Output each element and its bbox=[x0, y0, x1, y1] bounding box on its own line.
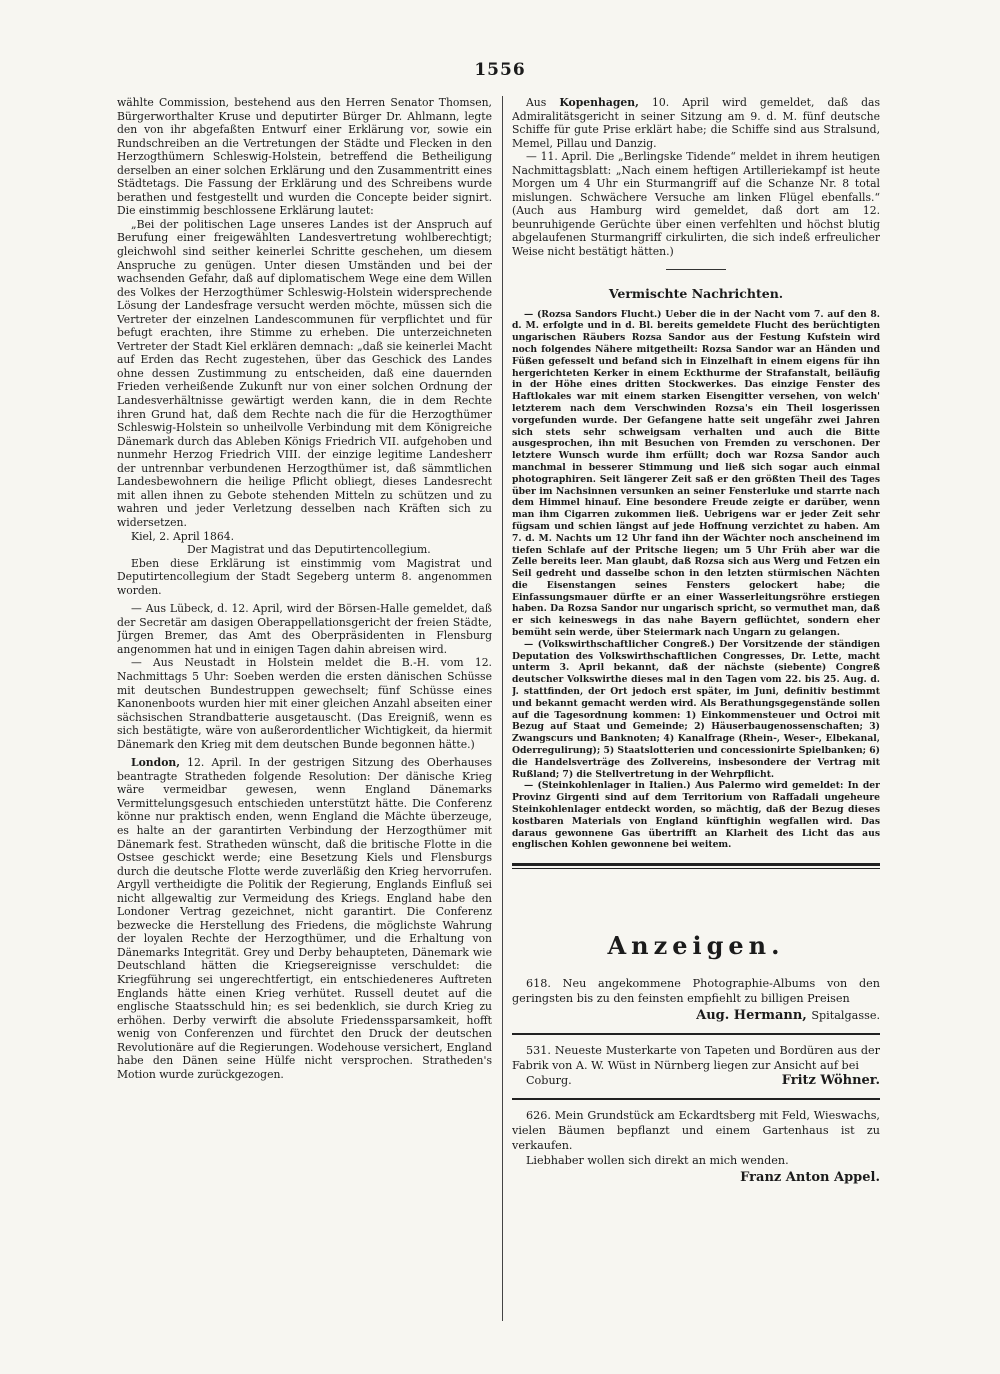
section-title: Vermischte Nachrichten. bbox=[608, 285, 784, 301]
kopenhagen-place: Kopenhagen, bbox=[559, 96, 639, 109]
ad-signer-name: Fritz Wöhner. bbox=[781, 1073, 880, 1089]
ad-618 bbox=[512, 976, 880, 1023]
rozsa-paragraph: — (Rozsa Sandors Flucht.) Ueber die in der Nacht vom 7. auf den 8. d. M. erfolgte und in d. Bl. bereits gemeldete Flucht des berüchtigten ungarischen Räubers Rozsa Sandor aus der Festung Kufstein wird noch folgendes Nähere mitgetheilt: Rozsa Sandor war an Händen und Füßen gefesselt und befand sich in Einzelhaft in einem eigens für ihn hergerichteten Kerker in einem Eckthurme der Strafanstalt, beiläufig in der Höhe eines dritten Stockwerkes. Das einzige Fenster des Haftlokales war mit einem starken Eisengitter versehen, von welch' letzterem nach dem Verschwinden Rozsa's ein Theil losgerissen vorgefunden wurde. Der Gefangene hatte seit ungefähr zwei Jahren sich stets sehr schweigsam verhalten und auch die Bitte ausgesprochen, ihn mit Besuchen von Fremden zu verschonen. Der letztere Wunsch wurde ihm erfüllt; doch war Rozsa Sandor auch manchmal in besserer Stimmung und ließ sich sogar auch einmal photographiren. Seit längerer Zeit saß er den größten Theil des Tages über im Nachsinnen versunken an seiner Fensterluke und starrte nach dem Himmel hinauf. Eine besondere Freude zeigte er darüber, wenn man ihm Cigarren zukommen ließ. Uebrigens war er jeder Zeit sehr fügsam und schien längst auf jede Hoffnung verzichtet zu haben. Am 7. d. M. Nachts um 12 Uhr fand ihn der Wächter noch anscheinend im tiefen Schlafe auf der Pritsche liegen; um 5 Uhr Früh aber war die Zelle bereits leer. Man glaubt, daß Rozsa sich aus Werg und Fetzen ein Seil gedreht und dasselbe schon in den letzten stürmischen Nächten die Eisenstangen seines Fensters gelockert habe; die Einfassungsmauer dürfte er an einer Wasserleitungsröhre erstiegen haben. Da Rozsa Sandor nur ungarisch spricht, so vermuthet man, daß er sich keineswegs in das nahe Bayern geflüchtet, sondern eher bemüht sein werde, über Steiermark nach Ungarn zu gelangen. bbox=[512, 308, 880, 639]
congress-paragraph: — (Volkswirthschaftlicher Congreß.) Der Vorsitzende der ständigen Deputation des Volkswirthschaftlichen Congresses, Dr. Lette, macht unterm 3. April bekannt, daß der nächste (siebente) Congreß deutscher Volkswirthe dieses mal in den Tagen vom 22. bis 25. Aug. d. J. stattfinden, der Ort jedoch erst später, im Juni, definitiv bestimmt und bekannt gemacht werden wird. Als Berathungsgegenstände sollen auf die Tagesordnung kommen: 1) Einkommensteuer und Octroi mit Bezug auf Staat und Gemeinde; 2) Häuserbaugenossenschaften; 3) Zwangscurs und Banknoten; 4) Kanalfrage (Rhein-, Weser-, Elbekanal, Oderregulirung); 5) Staatslotterien und concessionirte Spielbanken; 6) die Handelsverträge des Zollvereins, insbesondere der Vertrag mit Rußland; 7) die Stellvertretung in der Wehrpflicht. bbox=[512, 638, 880, 780]
column-divider bbox=[502, 96, 503, 1321]
date-line: Kiel, 2. April 1864. bbox=[131, 529, 235, 543]
luebeck-paragraph: — Aus Lübeck, d. 12. April, wird der Börsen-Halle gemeldet, daß der Secretär am dasigen Oberappellationsgericht der freien Städte, Jürgen Bremer, das Amt des Oberpräsidenten in Flensburg angenommen hat und in einigen Tagen dahin abreisen wird. bbox=[117, 602, 492, 656]
ad-note: Liebhaber wollen sich direkt an mich wenden. bbox=[526, 1154, 789, 1168]
ad-signer-suffix: Spitalgasse. bbox=[811, 1009, 880, 1023]
kopenhagen-lead: Aus bbox=[526, 96, 547, 109]
ad-divider bbox=[512, 1033, 880, 1035]
ad-text: 618. Neu angekommene Photographie-Albums von den geringsten bis zu den feinsten empfiehlt zu billigen Preisen bbox=[512, 977, 880, 1006]
london-paragraph bbox=[117, 756, 492, 1081]
segeberg-paragraph: Eben diese Erklärung ist einstimmig vom Magistrat und Deputirtencollegium der Stadt Segeberg unterm 8. angenommen worden. bbox=[117, 556, 492, 597]
ad-signer-line bbox=[512, 1073, 880, 1088]
london-text: 12. April. In der gestrigen Sitzung des Oberhauses beantragte Stratheden folgende Resolution: Der dänische Krieg wäre vermeidbar gewesen, wenn England Dänemarks Vermittelungsgesuch entschieden unterstützt hätte. Die Conferenz könne nur praktisch enden, wenn England die Mächte überzeuge, es halte an der garantirten Verbindung der Herzogthümer mit Dänemark fest. Stratheden wünscht, daß die britische Flotte in die Ostsee geschickt werde; eine Besetzung Kiels und Flensburgs durch die deutsche Flotte werde zuverläßig den Krieg hervorrufen. Argyll vertheidigte die Politik der Regierung, Englands Einfluß sei nicht allgewaltig zur Vermeidung des Kriegs. England habe den Londoner Vertrag gezeichnet, nicht garantirt. Die Conferenz bezwecke die Herstellung des Friedens, die möglichste Wahrung der loyalen Rechte der Herzogthümer, und die Erhaltung von Dänemarks Integrität. Grey und Derby behaupteten, Dänemark wie Deutschland hätten die Kriegsereignisse verschuldet: die Kriegführung sei ungerechtfertigt, ein entschiedeneres Auftreten Englands hätte einen Krieg verhütet. Russell deutet auf die englische Staatsschuld hin; es sei bedenklich, sie durch Krieg zu erhöhen. Derby verwirft die absolute Friedenssparsamkeit, hofft wenig von Conferenzen und fürchtet den Druck der deutschen Revolutionäre auf die Regierungen. Wodehouse versichert, England habe den Dänen seine Hülfe nicht versprochen. Stratheden's Motion wurde zurückgezogen. bbox=[117, 756, 492, 1081]
right-column bbox=[512, 96, 880, 1321]
ads-heading: Anzeigen. bbox=[607, 931, 785, 961]
declaration-paragraph: „Bei der politischen Lage unseres Landes ist der Anspruch auf Berufung einer freigewählten Landesvertretung wohlberechtigt; gleichwohl sind seither keinerlei Schritte geschehen, um diesem Anspruche zu genügen. Unter diesen Umständen und bei der wachsenden Gefahr, daß auf diplomatischem Wege eine dem Willen des Volkes der Herzogthümer Schleswig-Holstein widersprechende Lösung der Landesfrage versucht werden möchte, müssen sich die Vertreter der einzelnen Landescommunen für verpflichtet und für befugt erachten, ihre Stimme zu erheben. Die unterzeichneten Vertreter der Stadt Kiel erklären demnach: „daß sie keinerlei Macht auf Erden das Recht zugestehen, über das Geschick des Landes ohne dessen Zustimmung zu entscheiden, daß eine dauernden Frieden verheißende Zukunft nur von einer solchen Ordnung der Landesverhältnisse gewärtigt werden kann, die in dem Rechte ihren Grund hat, daß dem Rechte nach die für die Herzogthümer Schleswig-Holstein so unheilvolle Verbindung mit dem Königreiche Dänemark durch das Ableben Königs Friedrich VII. aufgehoben und nunmehr Herzog Friedrich VIII. der einzige legitime Landesherr der untrennbar verbundenen Herzogthümer ist, daß sämmtlichen Landesbewohnern die heilige Pflicht obliegt, dieses Landesrecht mit allen ihnen zu Gebote stehenden Mitteln zu schützen und zu wahren und jeder Verletzung desselben nach Kräften sich zu widersetzen. bbox=[117, 217, 492, 529]
thin-divider bbox=[512, 868, 880, 869]
ad-signer bbox=[512, 1008, 880, 1023]
ad-626 bbox=[512, 1108, 880, 1185]
ad-signer-name: Aug. Hermann, bbox=[696, 1008, 807, 1024]
short-divider bbox=[666, 269, 726, 270]
kopenhagen-text: 10. April wird gemeldet, daß das Admiralitätsgericht in seiner Sitzung am 9. d. M. fünf deutsche Schiffe für gute Prise erklärt habe; die Schiffe sind aus Stralsund, Memel, Pillau und Danzig. bbox=[512, 96, 880, 150]
ad-divider bbox=[512, 1098, 880, 1100]
ad-signer-name: Franz Anton Appel. bbox=[740, 1170, 880, 1186]
london-place: London, bbox=[131, 756, 181, 770]
april11-paragraph: — 11. April. Die „Berlingske Tidende“ meldet in ihrem heutigen Nachmittagsblatt: „Nach einem heftigen Artilleriekampf ist heute Morgen um 4 Uhr ein Sturmangriff auf die Schanze Nr. 8 total mislungen. Schwächere Versuche am linken Flügel ebenfalls.“ (Auch aus Hamburg wird gemeldet, daß dort am 12. beunruhigende Gerüchte über einen verfehlten und höchst blutig abgelaufenen Sturmangriff cirkulirten, die sich indeß erfreulicher Weise nicht bestätigt hätten.) bbox=[512, 150, 880, 259]
thick-divider bbox=[512, 863, 880, 866]
kopenhagen-paragraph bbox=[512, 96, 880, 150]
commission-paragraph: wählte Commission, bestehend aus den Herren Senator Thomsen, Bürgerworthalter Kruse und deputirter Bürger Dr. Ahlmann, legte den von ihr abgefaßten Entwurf einer Erklärung vor, sowie ein Rundschreiben an die Vertretungen der Städte und Flecken in den Herzogthümern Schleswig-Holstein, betreffend die Betheiligung derselben an einer solchen Erklärung und den Zusammentritt eines Städtetags. Die Fassung der Erklärung und des Schreibens wurde berathen und festgestellt und wurden die Concepte beider signirt. Die einstimmig beschlossene Erklärung lautet: bbox=[117, 96, 492, 218]
ad-531 bbox=[512, 1043, 880, 1088]
left-column bbox=[117, 96, 492, 1321]
page-number: 1556 bbox=[474, 60, 526, 80]
italy-paragraph: — (Steinkohlenlager in Italien.) Aus Palermo wird gemeldet: In der Provinz Girgenti sind auf dem Territorium von Raffadali ungeheure Steinkohlenlager entdeckt worden, so mächtig, daß der Bezug dieses kostbaren Materials von England künftighin wegfallen wird. Das daraus gewonnene Gas übertrifft an Klarheit des Licht das aus englischen Kohlen gewonnene bei weitem. bbox=[512, 780, 880, 851]
signature-line: Der Magistrat und das Deputirtencollegium. bbox=[187, 543, 431, 557]
neustadt-paragraph: — Aus Neustadt in Holstein meldet die B.-H. vom 12. Nachmittags 5 Uhr: Soeben werden die ersten dänischen Schüsse mit deutschen Bundestruppen gewechselt; fünf Schüsse eines Kanonenboots wurden hier mit einer gleichen Anzahl abseiten einer sächsischen Strandbatterie ausgetauscht. (Das Ereigniß, wenn es sich bestätigte, wäre von außerordentlicher Wichtigkeit, da hiermit Dänemark den Krieg mit dem deutschen Bunde begonnen hätte.) bbox=[117, 656, 492, 751]
ad-text: 626. Mein Grundstück am Eckardtsberg mit Feld, Wieswachs, vielen Bäumen bepflanzt und einem Gartenhaus ist zu verkaufen. bbox=[512, 1109, 880, 1153]
ad-text: 531. Neueste Musterkarte von Tapeten und Bordüren aus der Fabrik von A. W. Wüst in Nürnberg liegen zur Ansicht auf bei bbox=[512, 1044, 880, 1073]
ad-place: Coburg. bbox=[526, 1074, 572, 1088]
